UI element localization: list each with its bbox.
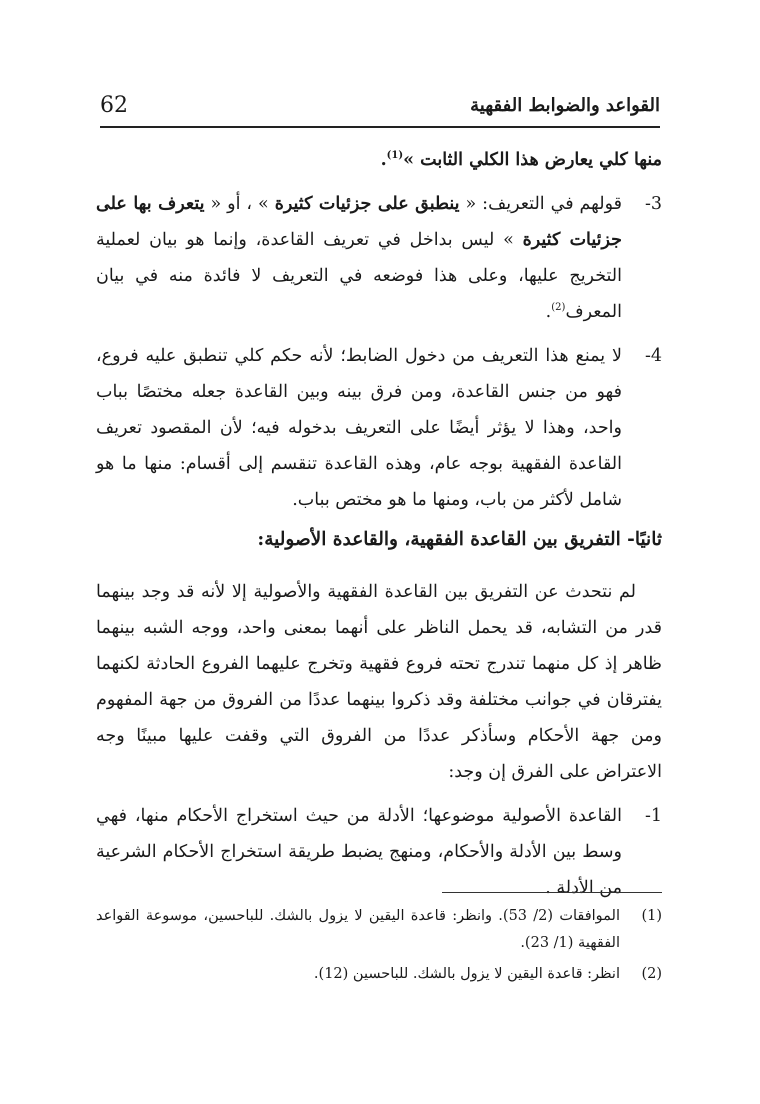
footnote-2 (96, 961, 662, 988)
running-title: القواعد والضوابط الفقهية (470, 95, 660, 116)
header-rule (100, 126, 660, 128)
list-number: -4 (644, 346, 662, 366)
footnote-number: (1) (641, 908, 662, 924)
footnote-text: الموافقات (2/ 53). وانظر: قاعدة اليقين لا يزول بالشك. للباحسين، موسوعة القواعد الفقهية (1/ 23). (96, 908, 621, 951)
page-header (100, 93, 660, 125)
footnote-1 (96, 903, 662, 957)
footnotes (96, 903, 662, 992)
footnote-ref-2: (2) (551, 302, 566, 314)
main-text (96, 142, 662, 906)
list-item-4: -4 لا يمنع هذا التعريف من دخول الضابط؛ لأنه حكم كلي تنطبق عليه فروع، فهو من جنس القاعدة، ومن فرق بينه وبين القاعدة جعله مختصًا بباب واحد، وهذا لا يؤثر أيضًا على التعريف بدخوله فيه؛ لأن المقصود تعريف القاعدة الفقهية بوجه عام، وهذه القاعدة تنقسم إلى أقسام: منها ما هو شامل لأكثر من باب، ومنها ما هو مختص بباب. (96, 338, 662, 518)
page-number: 62 (100, 93, 128, 118)
quote-continuation: منها كلي يعارض هذا الكلي الثابت »$^{(1)}$. (380, 150, 662, 170)
footnote-separator (442, 892, 662, 893)
list-item-3: -3 قولهم في التعريف: « ينطبق على جزئيات كثيرة » ، أو « يتعرف بها على جزئيات كثيرة » ليس بداخل في تعريف القاعدة، وإنما هو بيان لعملية التخريج عليها، وعلى هذا فوضعه في التعريف لا فائدة منه في بيان المعرف$^{(2)}$. (96, 186, 662, 330)
footnote-ref-1: (1) (386, 150, 404, 162)
list-number: -1 (644, 806, 662, 826)
list-item-1: -1 القاعدة الأصولية موضوعها؛ الأدلة من حيث استخراج الأحكام منها، فهي وسط بين الأدلة والأحكام، ومنهج يضبط طريقة استخراج الأحكام الشرعية من الأدلة . (96, 798, 662, 906)
footnote-number: (2) (641, 966, 662, 982)
footnote-text: انظر: قاعدة اليقين لا يزول بالشك. للباحسين (12). (313, 966, 620, 982)
list-number: -3 (644, 194, 662, 214)
section-heading: ثانيًا- التفريق بين القاعدة الفقهية، والقاعدة الأصولية: (257, 529, 662, 550)
paragraph: لم نتحدث عن التفريق بين القاعدة الفقهية والأصولية إلا لأنه قد وجد بينهما قدر من التشابه، قد يحمل الناظر على أنهما بمعنى واحد، ووجه الشبه بينهما ظاهر إذ كل منهما تندرج تحته فروع فقهية وتخرج عليهما الفروع الحادثة لكنهما يفترقان في جوانب مختلفة وقد ذكروا بينهما عددًا من الفروق من جهة المفهوم ومن جهة الأحكام وسأذكر عددًا من الفروق التي وقفت عليها مبينًا وجه الاعتراض على الفرق إن وجد: (96, 582, 662, 782)
